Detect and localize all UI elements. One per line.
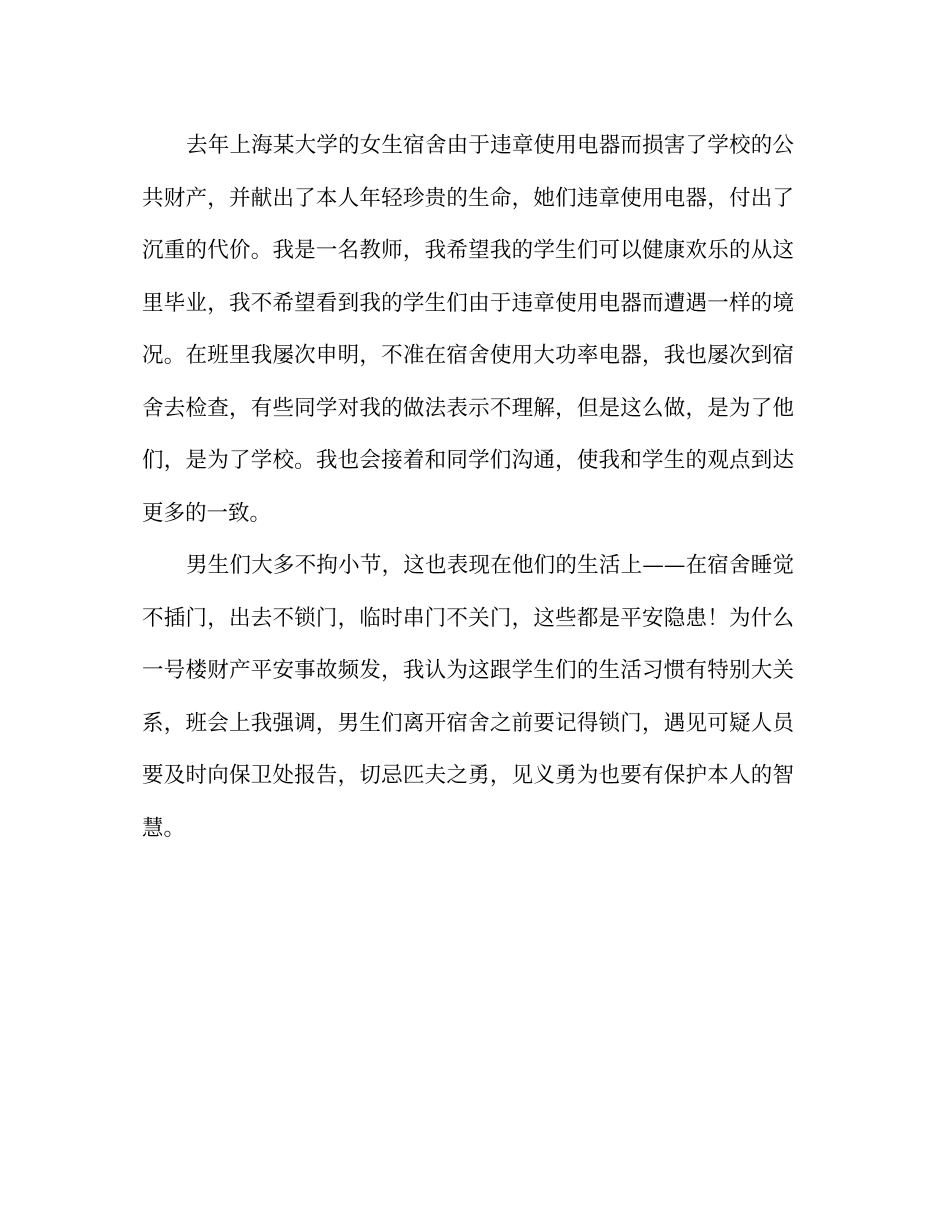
paragraph (142, 540, 794, 855)
paragraph-line: 去年上海某大学的女生宿舍由于违章使用电器而损害了学校的公 (186, 133, 794, 158)
paragraph-line: 一号楼财产平安事故频发，我认为这跟学生们的生活习惯有特别大关 (142, 658, 794, 683)
paragraph-line: 况。在班里我屡次申明，不准在宿舍使用大功率电器，我也屡次到宿 (142, 343, 794, 368)
paragraph-line: 沉重的代价。我是一名教师，我希望我的学生们可以健康欢乐的从这 (142, 238, 794, 263)
paragraph-line: 共财产，并献出了本人年轻珍贵的生命，她们违章使用电器，付出了 (142, 185, 794, 211)
paragraph-line: 慧。 (142, 815, 186, 841)
paragraph-line: 男生们大多不拘小节，这也表现在他们的生活上——在宿舍睡觉 (186, 553, 794, 578)
paragraph-line: 系，班会上我强调，男生们离开宿舍之前要记得锁门，遇见可疑人员 (142, 710, 794, 736)
paragraph-line: 不插门，出去不锁门，临时串门不关门，这些都是平安隐患！为什么 (142, 605, 794, 631)
paragraph-line: 要及时向保卫处报告，切忌匹夫之勇，见义勇为也要有保护本人的智 (142, 763, 794, 788)
paragraph-line: 们，是为了学校。我也会接着和同学们沟通，使我和学生的观点到达 (142, 448, 794, 473)
paragraph-line: 里毕业，我不希望看到我的学生们由于违章使用电器而遭遇一样的境 (142, 290, 794, 316)
paragraph-line: 舍去检查，有些同学对我的做法表示不理解，但是这么做，是为了他 (142, 395, 794, 421)
document-body (142, 120, 794, 855)
paragraph (142, 120, 794, 540)
paragraph-line: 更多的一致。 (142, 500, 272, 526)
